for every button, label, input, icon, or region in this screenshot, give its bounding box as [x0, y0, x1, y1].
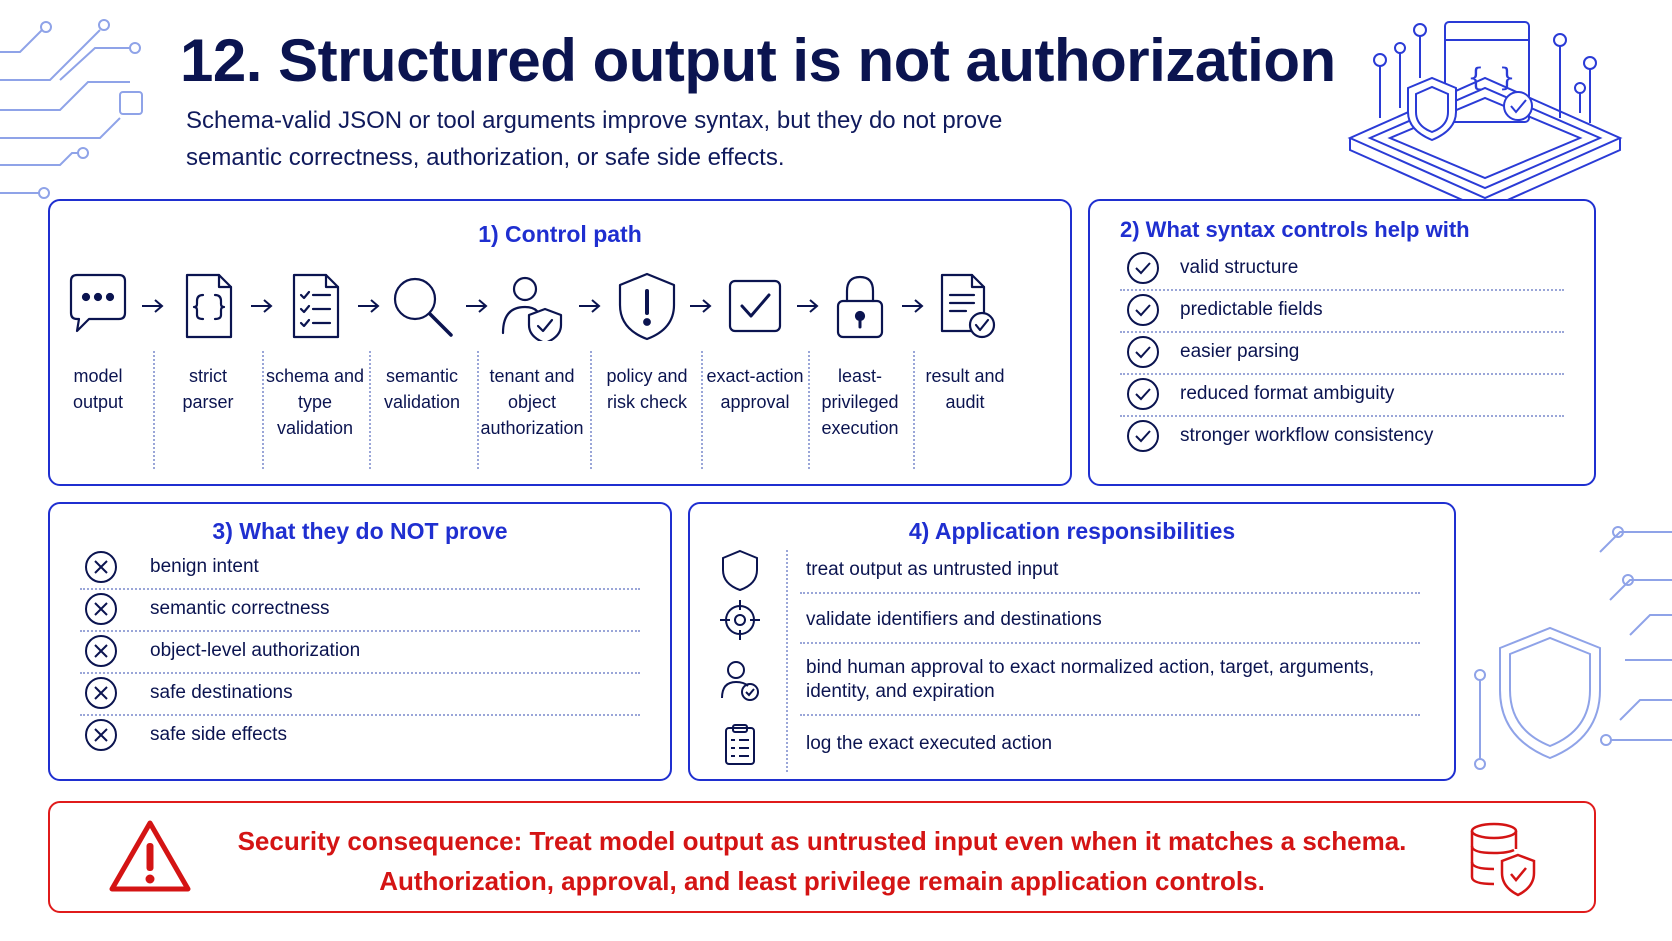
control-path-step-label [695, 363, 815, 415]
step-label-line: approval [720, 392, 790, 412]
isometric-code-platform-icon [1340, 8, 1630, 218]
divider [1120, 289, 1564, 291]
not-prove-item [84, 592, 330, 626]
braces-document-icon [173, 271, 243, 341]
syntax-control-label: stronger workflow consistency [1180, 425, 1434, 446]
step-label-line: model [73, 366, 123, 386]
step-label-line: strict [189, 366, 227, 386]
check-circle-icon [1126, 251, 1160, 285]
syntax-control-item [1126, 335, 1299, 369]
not-prove-item [84, 718, 287, 752]
step-label-line: validation [276, 418, 354, 438]
divider [800, 642, 1420, 644]
divider [80, 630, 640, 632]
control-path-step-label [905, 363, 1025, 415]
flow-arrow-icon [140, 297, 166, 315]
responsibility-item [806, 656, 1406, 704]
step-label-line: parser [182, 392, 234, 412]
divider [800, 592, 1420, 594]
not-prove-label: safe side effects [150, 724, 287, 745]
x-circle-icon [84, 592, 118, 626]
step-label-line: object [507, 392, 557, 412]
flow-arrow-icon [356, 297, 382, 315]
flow-arrow-icon [464, 297, 490, 315]
not-prove-label: object-level authorization [150, 640, 361, 661]
step-label-line: result and [925, 366, 1005, 386]
consequence-line-2: Authorization, approval, and least privilege remain application controls. [379, 866, 1265, 896]
user-check-icon [718, 658, 762, 702]
divider [80, 588, 640, 590]
divider [80, 672, 640, 674]
subtitle-line-1: Schema-valid JSON or tool arguments improve syntax, but they do not prove [186, 107, 1003, 134]
x-circle-icon [84, 550, 118, 584]
step-label-line: validation [383, 392, 461, 412]
control-path-step-label [800, 363, 920, 441]
syntax-control-item [1126, 419, 1433, 453]
not-prove-label: benign intent [150, 556, 259, 577]
control-path-step-label [255, 363, 375, 441]
shield-icon [718, 548, 762, 592]
padlock-icon [825, 271, 895, 341]
security-consequence-text [220, 821, 1424, 901]
consequence-line-1: Security consequence: Treat model output as untrusted input even when it matches a schema. [237, 826, 1407, 856]
shield-circuit-decoration-right [1470, 520, 1672, 780]
x-circle-icon [84, 676, 118, 710]
step-label-line: audit [945, 392, 985, 412]
not-prove-item [84, 676, 293, 710]
divider [1120, 373, 1564, 375]
warning-triangle-icon [108, 819, 192, 895]
divider [786, 550, 788, 772]
control-path-step-label [362, 363, 482, 415]
document-check-icon [930, 271, 1000, 341]
step-label-line: semantic [385, 366, 459, 386]
step-label-line: schema and [265, 366, 365, 386]
control-path-step-label [148, 363, 268, 415]
circuit-decoration-left [0, 0, 160, 200]
syntax-control-label: predictable fields [1180, 299, 1323, 320]
divider [1120, 415, 1564, 417]
check-circle-icon [1126, 419, 1160, 453]
responsibility-item-line-2: identity, and expiration [806, 681, 995, 702]
page-subtitle [186, 102, 1086, 176]
not-prove-item [84, 634, 360, 668]
security-consequence-panel [48, 801, 1596, 913]
syntax-control-item [1126, 293, 1323, 327]
not-prove-label: safe destinations [150, 682, 293, 703]
syntax-control-label: valid structure [1180, 257, 1299, 278]
syntax-control-item [1126, 251, 1298, 285]
syntax-control-label: reduced format ambiguity [1180, 383, 1395, 404]
step-label-line: policy and [606, 366, 688, 386]
control-path-step-label [472, 363, 592, 441]
step-label-line: execution [821, 418, 899, 438]
divider [80, 714, 640, 716]
syntax-controls-title: 2) What syntax controls help with [1120, 217, 1470, 242]
step-label-line: least- [837, 366, 882, 386]
step-label-line: tenant and [489, 366, 575, 386]
responsibility-item: treat output as untrusted input [806, 559, 1059, 580]
crosshair-icon [718, 598, 762, 642]
control-path-step-label [587, 363, 707, 415]
control-path-step-label [38, 363, 158, 415]
flow-arrow-icon [688, 297, 714, 315]
page-title: 12. Structured output is not authorization [180, 27, 1336, 94]
subtitle-line-2: semantic correctness, authorization, or safe side effects. [186, 144, 785, 171]
magnifier-icon [387, 271, 457, 341]
control-path-panel [48, 199, 1072, 486]
database-shield-icon [1468, 821, 1540, 899]
divider [800, 714, 1420, 716]
not-prove-label: semantic correctness [150, 598, 330, 619]
responsibility-item: log the exact executed action [806, 733, 1053, 754]
control-path-title: 1) Control path [478, 221, 642, 247]
chat-bubble-icon [63, 271, 133, 341]
checklist-icon [280, 271, 350, 341]
flow-arrow-icon [249, 297, 275, 315]
check-circle-icon [1126, 335, 1160, 369]
svg-text:{ }: { } [1468, 63, 1515, 93]
step-label-line: privileged [821, 392, 899, 412]
check-circle-icon [1126, 293, 1160, 327]
user-shield-icon [497, 271, 567, 341]
check-circle-icon [1126, 377, 1160, 411]
step-label-line: exact-action [706, 366, 804, 386]
clipboard-icon [718, 722, 762, 766]
syntax-control-item [1126, 377, 1394, 411]
step-label-line: type [297, 392, 333, 412]
syntax-controls-panel [1088, 199, 1596, 486]
step-label-line: risk check [606, 392, 687, 412]
checkbox-icon [720, 271, 790, 341]
step-label-line: output [72, 392, 124, 412]
x-circle-icon [84, 718, 118, 752]
app-responsibilities-title: 4) Application responsibilities [908, 518, 1236, 544]
flow-arrow-icon [900, 297, 926, 315]
not-prove-title: 3) What they do NOT prove [212, 518, 508, 544]
flow-arrow-icon [577, 297, 603, 315]
not-prove-item [84, 550, 259, 584]
responsibility-item-line-1: bind human approval to exact normalized action, target, arguments, [806, 657, 1375, 678]
step-label-line: authorization [480, 418, 584, 438]
app-responsibilities-panel [688, 502, 1456, 781]
not-prove-panel [48, 502, 672, 781]
syntax-control-label: easier parsing [1180, 341, 1300, 362]
shield-alert-icon [612, 271, 682, 341]
divider [1120, 331, 1564, 333]
flow-arrow-icon [795, 297, 821, 315]
responsibility-item: validate identifiers and destinations [806, 609, 1102, 630]
x-circle-icon [84, 634, 118, 668]
